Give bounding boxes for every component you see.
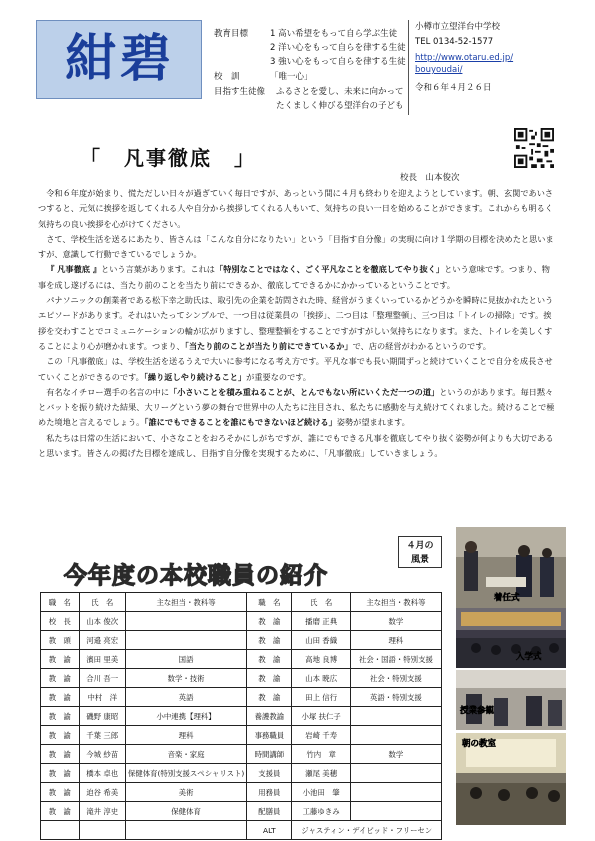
- caption-entrance-ceremony: 入学式: [516, 652, 542, 662]
- table-cell: 合川 吾一: [79, 669, 125, 688]
- column-header: 職 名: [247, 593, 292, 612]
- table-cell: [125, 631, 246, 650]
- goal-label: 教育目標: [214, 29, 249, 39]
- table-cell: 教 諭: [41, 688, 80, 707]
- table-cell: [350, 783, 441, 802]
- table-cell: 高地 良博: [292, 650, 350, 669]
- table-cell: 教 諭: [41, 802, 80, 821]
- table-cell: ALT: [247, 821, 292, 840]
- ideal-1: ふるさとを愛し、未来に向かって: [276, 87, 404, 97]
- photo-class-observation: [456, 670, 566, 730]
- table-cell: ジャスティン・デイビッド・フリーセン: [292, 821, 442, 840]
- table-cell: 校 長: [41, 612, 80, 631]
- emphasis-5: 「誰にでもできることを誰にもできないほど続ける」: [144, 417, 337, 428]
- table-cell: 保健体育: [125, 802, 246, 821]
- column-header: 主な担当・教科等: [350, 593, 441, 612]
- table-cell: 教 諭: [247, 612, 292, 631]
- photo-inauguration: [456, 527, 566, 613]
- column-header: 主な担当・教科等: [125, 593, 246, 612]
- article-author: 校長 山本俊次: [400, 173, 460, 183]
- table-cell: 数学・技術: [125, 669, 246, 688]
- staff-section-title: 今年度の本校職員の紹介: [64, 563, 328, 589]
- table-cell: 教 諭: [247, 688, 292, 707]
- table-cell: 濱田 里美: [79, 650, 125, 669]
- table-cell: 今城 紗苗: [79, 745, 125, 764]
- table-cell: 支援員: [247, 764, 292, 783]
- table-cell: 理科: [350, 631, 441, 650]
- table-cell: 滝井 淳史: [79, 802, 125, 821]
- table-cell: 山本 暁広: [292, 669, 350, 688]
- goal-1: 1 高い希望をもって自ら学ぶ生徒: [270, 29, 398, 39]
- newsletter-title: 紺碧: [64, 29, 175, 89]
- emphasis-3: 「繰り返しやり続けること」: [143, 371, 247, 382]
- table-cell: 河邉 亮宏: [79, 631, 125, 650]
- table-row: [41, 821, 442, 840]
- table-cell: [350, 726, 441, 745]
- paragraph-3: 『 凡事徹底 』という言葉があります。これは「特別なことではなく、ごく平凡なことを徹底してやり抜く」という意味です。つまり、物事を成し遂げるには、当たり前のことを当たり前にできるか、徹底してできるかにかかっているということです。: [38, 264, 550, 290]
- table-row: [41, 764, 442, 783]
- table-row: [41, 745, 442, 764]
- table-cell: 教 諭: [41, 669, 80, 688]
- table-cell: 小池田 肇: [292, 783, 350, 802]
- table-cell: 教 諭: [41, 745, 80, 764]
- class-observation-photo-icon: [456, 670, 566, 730]
- table-cell: 橋本 卓也: [79, 764, 125, 783]
- table-cell: 千葉 三郎: [79, 726, 125, 745]
- table-cell: 教 諭: [41, 783, 80, 802]
- table-cell: 教 諭: [41, 707, 80, 726]
- paragraph-5: この「凡事徹底」は、学校生活を送るうえで大いに参考になる考え方です。平凡な事でも長い期間ずっと続けていくことで自分を成長させていくことができるのです。「繰り返しやり続けること」が重要なのです。: [38, 356, 553, 382]
- article-headline: 「 凡事徹底 」: [80, 146, 256, 170]
- paragraph-7: 私たちは日常の生活において、小さなことをおろそかにしがちですが、誰にでもできる凡事を徹底してやり抜く姿勢が何よりも大切であると思います。皆さんの掲げた目標を達成し、目指す自分像を実現するために、「凡事徹底」していきましょう。: [38, 432, 554, 459]
- school-url[interactable]: [415, 52, 563, 76]
- column-header: 職 名: [41, 593, 80, 612]
- caption-inauguration: 着任式: [494, 593, 520, 603]
- table-cell: 中村 洋: [79, 688, 125, 707]
- school-name: 小樽市立望洋台中学校: [415, 22, 501, 32]
- table-row: [41, 612, 442, 631]
- table-cell: 工藤ゆきみ: [292, 802, 350, 821]
- table-row: [41, 650, 442, 669]
- emphasis-2: 「当たり前のことが当たり前にできているか」: [184, 340, 353, 351]
- table-cell: 瀬尾 美穂: [292, 764, 350, 783]
- table-cell: [350, 764, 441, 783]
- table-cell: 播磨 正典: [292, 612, 350, 631]
- april-label-line1: ４月の: [406, 541, 434, 551]
- table-cell: 教 諭: [41, 726, 80, 745]
- table-row: [41, 669, 442, 688]
- motto-label: 校 訓: [214, 72, 240, 82]
- table-row: [41, 802, 442, 821]
- table-cell: 配膳員: [247, 802, 292, 821]
- goal-2: 2 洋い心をもって自らを律する生徒: [270, 43, 406, 53]
- table-cell: 音楽・家庭: [125, 745, 246, 764]
- table-cell: 教 諭: [41, 650, 80, 669]
- table-cell: 時間講師: [247, 745, 292, 764]
- school-tel: TEL 0134-52-1577: [415, 37, 494, 47]
- table-cell: 英語: [125, 688, 246, 707]
- table-cell: 教 頭: [41, 631, 80, 650]
- goal-3: 3 強い心をもって自らを律する生徒: [270, 57, 406, 67]
- issue-date: 令和６年４月２６日: [415, 83, 492, 93]
- paragraph-4: パナソニックの創業者である松下幸之助氏は、取引先の企業を訪問された時、経営がうまくいっているかどうかを瞬時に見抜かれたというエピソードがあります。それはいたってシンプルで、一つ目は従業員の「挨拶」、二つ目は「整理整頓」、三つ目は「トイレの掃除」です。挨拶を交わすことでコミュニケーションの輪が広がりますし、整理整頓をすることですがすがしい気持ちになります。また、トイレを美しくすることにより心が磨かれます。つまり、「当たり前のことが当たり前にできているか」で、店の経営がわかるというのです。: [38, 295, 554, 351]
- table-cell: 社会・国語・特別支援: [350, 650, 441, 669]
- table-cell: 教 諭: [41, 764, 80, 783]
- caption-class-observation: 授業参観: [460, 706, 495, 716]
- school-url-line1[interactable]: http://www.otaru.ed.jp/: [415, 53, 514, 63]
- table-row: [41, 783, 442, 802]
- table-cell: 社会・特別支援: [350, 669, 441, 688]
- motto: 「唯一心」: [270, 72, 313, 82]
- table-row: [41, 707, 442, 726]
- table-cell: 小塚 扶仁子: [292, 707, 350, 726]
- emphasis-4: 「小さいことを積み重ねることが、とんでもない所にいくただ一つの道」: [169, 386, 440, 397]
- table-row: [41, 726, 442, 745]
- table-row: [41, 631, 442, 650]
- table-cell: [125, 821, 246, 840]
- table-cell: [41, 821, 80, 840]
- paragraph-1: 令和６年度が始まり、慌ただしい日々が過ぎていく毎日ですが、あっという間に４月も終わりを迎えようとしています。朝、玄関であいさつすると、元気に挨拶を返してくれる人や自分から挨拶してくれる人もいて、気持ちの良い一日を始めることができます。これからも明るく気持ちの良い挨拶を心がけてください。: [38, 188, 554, 229]
- paragraph-2: さて、学校生活を送るにあたり、皆さんは「こんな自分になりたい」という「目指す自分像」の実現に向け１学期の目標を決めたと思いますが、意識して行動できているでしょうか。: [38, 233, 554, 260]
- ideal-label: 目指す生徒像: [214, 87, 266, 97]
- table-cell: 山田 香織: [292, 631, 350, 650]
- caption-morning-classroom: 朝の教室: [462, 739, 497, 749]
- table-cell: [350, 802, 441, 821]
- table-cell: 教 諭: [247, 669, 292, 688]
- table-cell: 磯野 康昭: [79, 707, 125, 726]
- school-info: [408, 20, 563, 115]
- table-cell: [125, 612, 246, 631]
- ideal-2: たくましく伸びる望洋台の子ども: [276, 101, 404, 111]
- table-cell: 数学: [350, 612, 441, 631]
- table-cell: 理科: [125, 726, 246, 745]
- column-header: 氏 名: [79, 593, 125, 612]
- table-cell: [79, 821, 125, 840]
- april-label-line2: 風景: [410, 555, 429, 565]
- table-cell: [350, 707, 441, 726]
- table-cell: 田上 信行: [292, 688, 350, 707]
- table-header-row: [41, 593, 442, 612]
- photo-entrance-ceremony: [456, 608, 566, 668]
- table-cell: 養護教諭: [247, 707, 292, 726]
- entrance-ceremony-photo-icon: [456, 608, 566, 668]
- table-cell: 山本 俊次: [79, 612, 125, 631]
- table-cell: 教 諭: [247, 650, 292, 669]
- table-cell: 事務職員: [247, 726, 292, 745]
- table-cell: 小中連携【理科】: [125, 707, 246, 726]
- table-cell: 国語: [125, 650, 246, 669]
- photo-morning-classroom: [456, 733, 566, 825]
- table-cell: 保健体育(特別支援スペシャリスト): [125, 764, 246, 783]
- term-bonji: 『 凡事徹底 』: [46, 264, 102, 275]
- table-cell: 数学: [350, 745, 441, 764]
- table-cell: 迫谷 希美: [79, 783, 125, 802]
- paragraph-6: 有名なイチロー選手の名言の中に「小さいことを積み重ねることが、とんでもない所にいくただ一つの道」というのがあります。毎日黙々とバットを振り続けた結果、大リーグという夢の舞台で世界中の人たちに注目され、私たちに感動を与え続けてくれました。続けることで極めた境地と言えるでしょう。「誰にでもできることを誰にもできないほど続ける」姿勢が望まれます。: [38, 386, 555, 428]
- table-cell: 英語・特別支援: [350, 688, 441, 707]
- table-cell: 美術: [125, 783, 246, 802]
- school-url-line2[interactable]: bouyoudai/: [415, 65, 463, 75]
- table-cell: 用務員: [247, 783, 292, 802]
- staff-table: [40, 592, 442, 840]
- article-body: [38, 186, 558, 461]
- qr-code-icon: [514, 128, 554, 168]
- table-cell: 岩崎 千寿: [292, 726, 350, 745]
- table-cell: 竹内 章: [292, 745, 350, 764]
- emphasis-1: 「特別なことではなく、ごく平凡なことを徹底してやり抜く」: [215, 264, 445, 275]
- table-cell: 教 諭: [247, 631, 292, 650]
- table-row: [41, 688, 442, 707]
- column-header: 氏 名: [292, 593, 350, 612]
- april-scenery-label: [398, 536, 442, 568]
